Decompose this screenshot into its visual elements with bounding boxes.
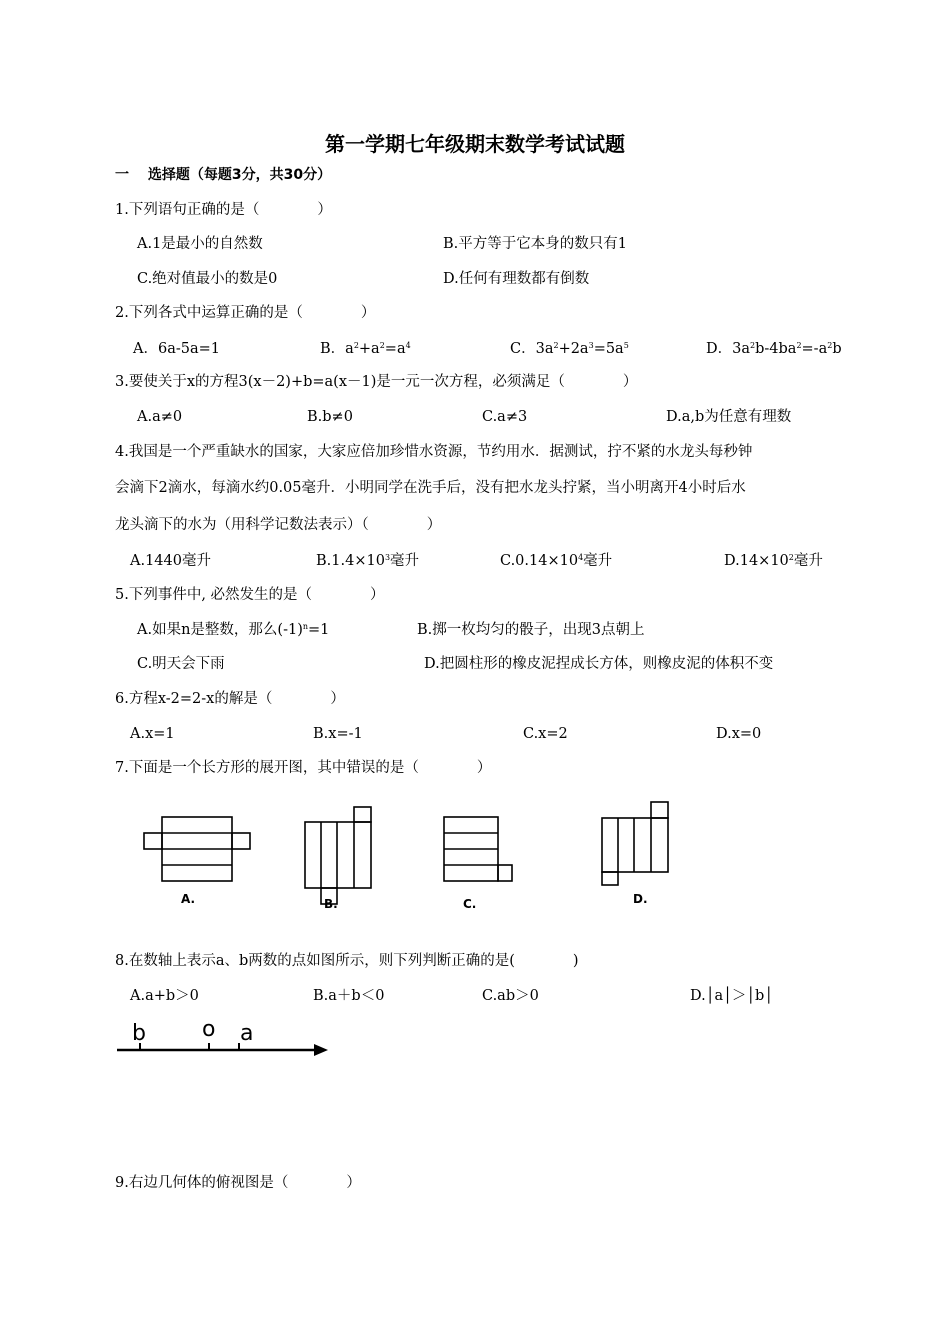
section-heading: 一 选择题（每题3分，共30分） <box>115 167 332 183</box>
question-4-option-d: $D.14\times 10^2$毫升 <box>724 553 823 569</box>
question-6-option-b: B.x=-1 <box>313 726 363 742</box>
question-5-stem: 5.下列事件中, 必然发生的是（ ） <box>115 587 385 603</box>
question-8-option-c: C.ab＞0 <box>482 988 539 1004</box>
question-6-option-a: A.x=1 <box>130 726 175 742</box>
question-4-option-b: $B.1.4\times 10^3$毫升 <box>316 553 420 569</box>
question-2-option-a: A．6a-5a=1 <box>133 341 220 357</box>
question-1-stem: 1.下列语句正确的是（ ） <box>115 202 332 218</box>
exam-title: 第一学期七年级期末数学考试试题 <box>325 132 625 156</box>
question-8-stem: 8.在数轴上表示a、b两数的点如图所示，则下列判断正确的是( ) <box>115 953 579 969</box>
net-figure-c <box>444 817 512 881</box>
question-5-option-d: D.把圆柱形的橡皮泥捏成长方体，则橡皮泥的体积不变 <box>424 656 774 672</box>
question-8-option-b: B.a＋b＜0 <box>313 988 385 1004</box>
question-8-option-a: A.a+b＞0 <box>130 988 199 1004</box>
question-9-stem: 9.右边几何体的俯视图是（ ） <box>115 1175 361 1191</box>
question-6-stem: 6.方程x-2=2-x的解是（ ） <box>115 691 345 707</box>
question-6-option-d: D.x=0 <box>716 726 762 742</box>
question-4-option-c: $C.0.14\times 10^4$毫升 <box>500 553 613 569</box>
question-3-option-d: D.a,b为任意有理数 <box>666 409 792 425</box>
number-line-label-origin: o <box>202 1017 216 1042</box>
question-4-line-1: 4.我国是一个严重缺水的国家，大家应倍加珍惜水资源，节约用水．据测试，拧不紧的水龙头每秒钟 <box>115 444 753 460</box>
question-4-line-2: 会滴下2滴水，每滴水约0.05毫升．小明同学在洗手后，没有把水龙头拧紧，当小明离开4小时后水 <box>115 480 746 496</box>
number-line <box>117 1017 328 1056</box>
net-figure-a-label: A. <box>181 892 196 906</box>
question-2-option-c: C．$3a^2+2a^3=5a^5$ <box>510 341 629 357</box>
question-3-option-a: A.a≠0 <box>137 409 183 425</box>
question-2-stem: 2.下列各式中运算正确的是（ ） <box>115 305 376 321</box>
question-5-option-b: B.掷一枚均匀的骰子，出现3点朝上 <box>417 622 645 638</box>
question-4-line-3: 龙头滴下的水为（用科学记数法表示）（ ） <box>115 517 442 533</box>
question-7-stem: 7.下面是一个长方形的展开图，其中错误的是（ ） <box>115 760 492 776</box>
net-figure-b-label: B. <box>324 897 338 911</box>
question-3-option-c: C.a≠3 <box>482 409 528 425</box>
net-figure-c-label: C. <box>463 897 477 911</box>
question-5-option-c: C.明天会下雨 <box>137 656 225 672</box>
question-1-option-a: A.1是最小的自然数 <box>137 236 263 252</box>
question-3-stem: 3.要使关于x的方程3(x－2)+b=a(x－1)是一元一次方程，必须满足（ ） <box>115 374 638 390</box>
net-figure-b <box>305 807 371 904</box>
question-3-option-b: B.b≠0 <box>307 409 353 425</box>
net-figure-d-label: D. <box>633 892 648 906</box>
number-line-label-a: a <box>240 1021 254 1046</box>
question-1-option-d: D.任何有理数都有倒数 <box>443 271 590 287</box>
question-8-option-d: D.│a│＞│b│ <box>690 988 774 1004</box>
net-figure-a <box>144 817 250 881</box>
question-1-option-c: C.绝对值最小的数是0 <box>137 271 278 287</box>
number-line-label-b: b <box>132 1021 146 1046</box>
question-2-option-d: D．$3a^2b-4ba^2=-a^2b$ <box>706 341 842 357</box>
question-2-option-b: B．$a^2+a^2=a^4$ <box>320 341 411 357</box>
question-1-option-b: B.平方等于它本身的数只有1 <box>443 236 627 252</box>
question-6-option-c: C.x=2 <box>523 726 568 742</box>
question-5-option-a: A.如果n是整数，那么$(-1)^n=1$ <box>137 622 330 638</box>
question-4-option-a: A.1440毫升 <box>130 553 211 569</box>
number-line-arrow-icon <box>314 1044 328 1056</box>
net-figure-d <box>602 802 668 885</box>
